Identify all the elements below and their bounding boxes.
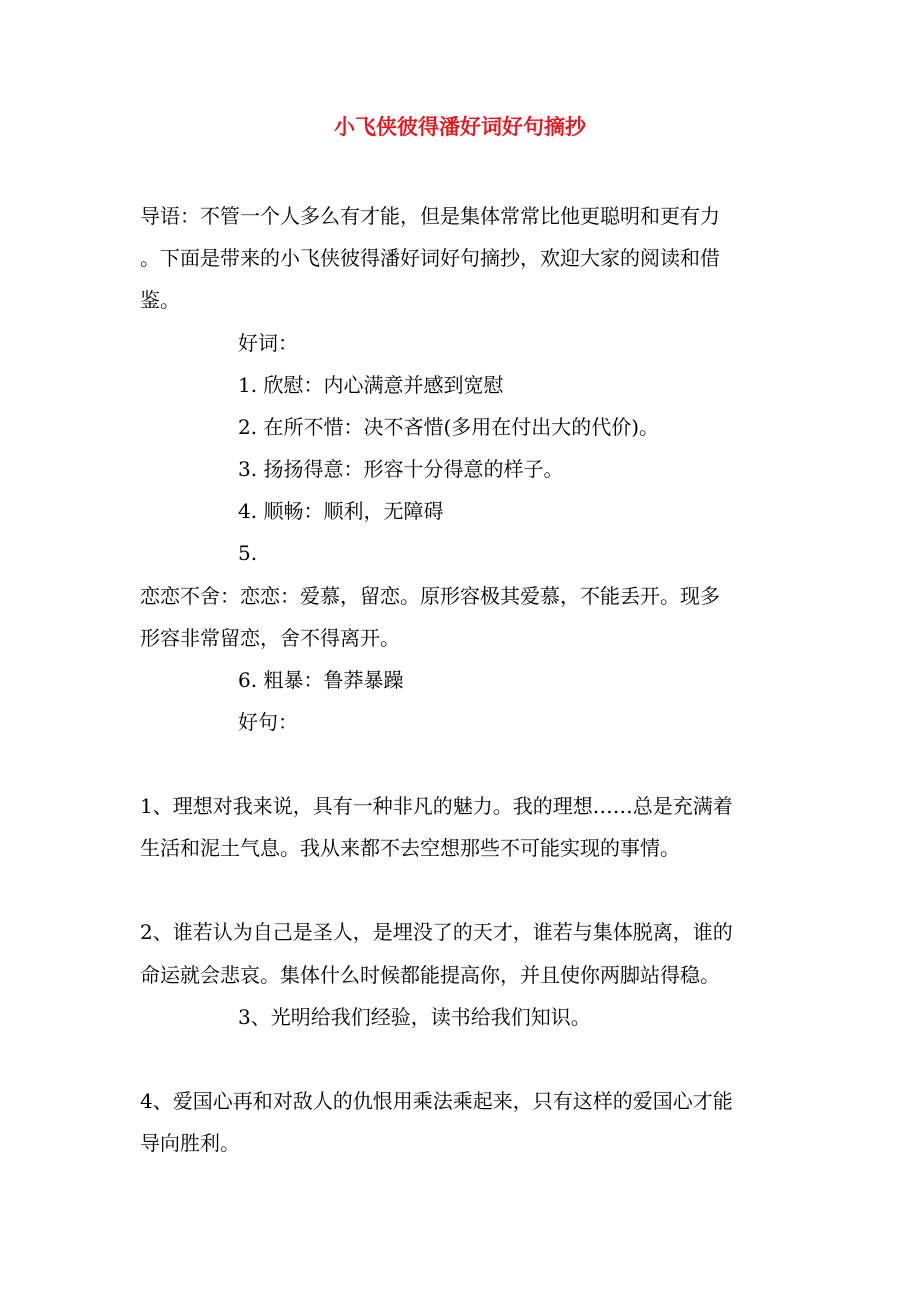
intro-line-1: 导语：不管一个人多么有才能，但是集体常常比他更聪明和更有力 (140, 204, 720, 228)
word-item-5-number: 5. (238, 541, 258, 565)
sentences-heading: 好句： (238, 710, 298, 734)
sentence-4-line-2: 导向胜利。 (140, 1131, 240, 1155)
sentence-2-line-1: 2、谁若认为自己是圣人，是埋没了的天才，谁若与集体脱离，谁的 (140, 920, 733, 944)
sentence-1-line-2: 生活和泥土气息。我从来都不去空想那些不可能实现的事情。 (140, 836, 680, 860)
word-item-5-line-2: 形容非常留恋，舍不得离开。 (140, 626, 400, 650)
word-item-3: 3. 扬扬得意：形容十分得意的样子。 (238, 457, 564, 481)
intro-line-2: 。下面是带来的小飞侠彼得潘好词好句摘抄，欢迎大家的阅读和借 (140, 246, 720, 270)
sentence-2-line-2: 命运就会悲哀。集体什么时候都能提高你，并且使你两脚站得稳。 (140, 963, 720, 987)
word-item-5-line-1: 恋恋不舍：恋恋：爱慕，留恋。原形容极其爱慕，不能丢开。现多 (140, 584, 720, 608)
sentence-4-line-1: 4、爱国心再和对敌人的仇恨用乘法乘起来，只有这样的爱国心才能 (140, 1089, 733, 1113)
word-item-1: 1. 欣慰：内心满意并感到宽慰 (238, 373, 504, 397)
sentence-1-line-1: 1、理想对我来说，具有一种非凡的魅力。我的理想……总是充满着 (140, 794, 733, 818)
sentence-3: 3、光明给我们经验，读书给我们知识。 (238, 1005, 591, 1029)
document-title: 小飞侠彼得潘好词好句摘抄 (334, 114, 586, 139)
intro-line-3: 鉴。 (140, 288, 180, 312)
word-item-2: 2. 在所不惜：决不吝惜(多用在付出大的代价)。 (238, 415, 660, 439)
word-item-4: 4. 顺畅：顺利，无障碍 (238, 499, 444, 523)
words-heading: 好词： (238, 331, 298, 355)
word-item-6: 6. 粗暴：鲁莽暴躁 (238, 668, 404, 692)
